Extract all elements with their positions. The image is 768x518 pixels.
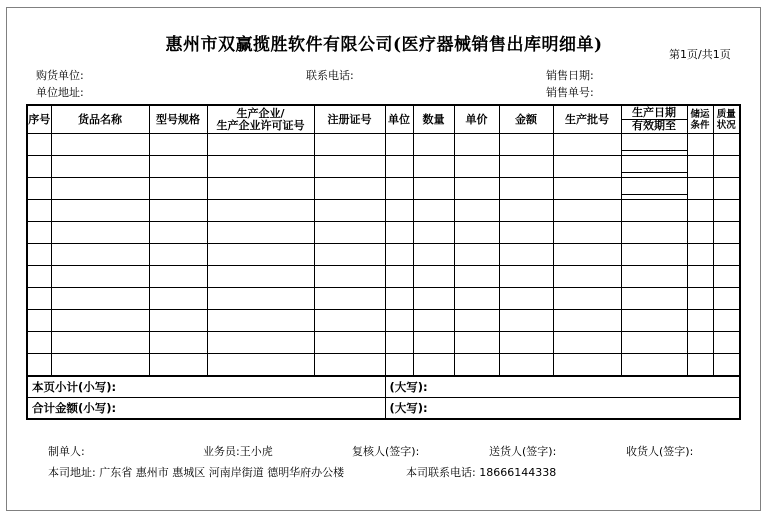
table-row: [27, 310, 740, 332]
col-header-amount: 金额: [499, 105, 553, 134]
table-cell: [499, 156, 553, 178]
col-header-expiry-date: 有效期至: [622, 119, 687, 132]
table-cell: [621, 134, 687, 156]
table-cell: [687, 310, 713, 332]
table-cell: [687, 156, 713, 178]
col-header-storage-line1: 储运: [690, 108, 710, 120]
table-cell: [454, 354, 499, 377]
table-cell: [314, 288, 385, 310]
date-sub-cell: [622, 182, 687, 195]
table-cell: [51, 332, 149, 354]
total-row: [27, 398, 740, 420]
table-cell: [499, 178, 553, 200]
table-cell: [51, 266, 149, 288]
table-cell: [314, 134, 385, 156]
table-cell: [454, 200, 499, 222]
table-cell: [149, 288, 207, 310]
table-cell: [553, 332, 621, 354]
date-sub-cell: [622, 160, 687, 173]
table-cell: [385, 332, 413, 354]
col-header-registration: 注册证号: [314, 105, 385, 134]
table-cell: [51, 178, 149, 200]
table-cell: [687, 134, 713, 156]
table-cell: [713, 200, 740, 222]
col-header-quality-line2: 状况: [716, 119, 736, 131]
maker-label: 制单人:: [48, 445, 85, 458]
page-subtotal-row: [27, 376, 740, 398]
table-cell: [149, 222, 207, 244]
table-cell: [553, 354, 621, 377]
sale-date-label: 销售日期:: [546, 69, 594, 82]
table-cell: [621, 178, 687, 200]
table-row: [27, 332, 740, 354]
table-cell: [553, 178, 621, 200]
table-row: [27, 200, 740, 222]
table-cell: [149, 310, 207, 332]
table-cell: [413, 266, 454, 288]
table-cell: [621, 156, 687, 178]
table-cell: [27, 222, 51, 244]
col-header-manufacturer-line1: 生产企业/: [236, 106, 285, 120]
table-cell: [385, 266, 413, 288]
deliverer-label: 送货人(签字):: [489, 445, 557, 458]
table-cell: [621, 266, 687, 288]
table-cell: [687, 200, 713, 222]
col-header-quantity: 数量: [413, 105, 454, 134]
table-cell: [499, 222, 553, 244]
table-cell: [621, 244, 687, 266]
table-cell: [385, 200, 413, 222]
table-cell: [454, 178, 499, 200]
table-cell: [314, 332, 385, 354]
table-cell: [499, 332, 553, 354]
table-cell: [454, 332, 499, 354]
table-cell: [27, 266, 51, 288]
table-row: [27, 266, 740, 288]
table-cell: [207, 134, 314, 156]
table-cell: [207, 332, 314, 354]
table-cell: [207, 288, 314, 310]
table-cell: [454, 134, 499, 156]
table-cell: [314, 244, 385, 266]
col-header-production-date: 生产日期: [632, 106, 676, 119]
table-cell: [413, 178, 454, 200]
table-cell: [207, 244, 314, 266]
table-cell: [713, 288, 740, 310]
table-cell: [413, 156, 454, 178]
table-cell: [207, 200, 314, 222]
address-label: 单位地址:: [36, 86, 84, 99]
table-header-row: [27, 105, 740, 134]
table-cell: [713, 178, 740, 200]
table-cell: [385, 310, 413, 332]
table-cell: [149, 134, 207, 156]
table-cell: [413, 222, 454, 244]
table-cell: [687, 354, 713, 377]
table-cell: [413, 244, 454, 266]
table-row: [27, 244, 740, 266]
table-cell: [553, 200, 621, 222]
table-cell: [27, 200, 51, 222]
table-cell: [454, 156, 499, 178]
table-cell: [553, 156, 621, 178]
table-cell: [51, 354, 149, 377]
table-cell: [207, 178, 314, 200]
table-cell: [553, 288, 621, 310]
table-cell: [687, 288, 713, 310]
col-header-unit-price: 单价: [454, 105, 499, 134]
table-cell: [713, 134, 740, 156]
col-header-manufacturer: [207, 105, 314, 134]
table-cell: [553, 222, 621, 244]
table-cell: [713, 310, 740, 332]
col-header-unit: 单位: [385, 105, 413, 134]
table-cell: [207, 266, 314, 288]
table-cell: [553, 266, 621, 288]
total-upper-label: (大写):: [385, 398, 740, 420]
company-address: 本司地址: 广东省 惠州市 惠城区 河南岸街道 德明华府办公楼: [48, 466, 345, 479]
table-cell: [314, 200, 385, 222]
col-header-no: 序号: [27, 105, 51, 134]
table-cell: [621, 332, 687, 354]
table-cell: [553, 310, 621, 332]
table-cell: [314, 156, 385, 178]
table-cell: [713, 266, 740, 288]
table-cell: [413, 310, 454, 332]
table-cell: [27, 156, 51, 178]
table-cell: [385, 156, 413, 178]
reviewer-label: 复核人(签字):: [352, 445, 420, 458]
table-cell: [27, 354, 51, 377]
table-cell: [621, 222, 687, 244]
table-cell: [687, 222, 713, 244]
table-cell: [149, 354, 207, 377]
table-cell: [713, 156, 740, 178]
table-cell: [687, 178, 713, 200]
table-row: [27, 354, 740, 377]
table-cell: [149, 200, 207, 222]
table-cell: [314, 266, 385, 288]
table-row: [27, 134, 740, 156]
table-cell: [385, 288, 413, 310]
col-header-storage: [687, 105, 713, 134]
form-title: 惠州市双赢揽胜软件有限公司(医疗器械销售出库明细单): [165, 35, 603, 55]
col-header-quality-line1: 质量: [716, 108, 736, 120]
table-cell: [207, 310, 314, 332]
table-cell: [27, 332, 51, 354]
table-cell: [207, 222, 314, 244]
date-sub-cell: [622, 138, 687, 151]
page-info: 第1页/共1页: [669, 48, 731, 61]
table-cell: [149, 244, 207, 266]
salesman-label: 业务员:王小虎: [203, 445, 273, 458]
table-cell: [314, 178, 385, 200]
table-cell: [51, 310, 149, 332]
table-cell: [27, 178, 51, 200]
table-cell: [621, 200, 687, 222]
receiver-label: 收货人(签字):: [626, 445, 694, 458]
table-cell: [27, 244, 51, 266]
table-cell: [687, 266, 713, 288]
table-cell: [499, 354, 553, 377]
table-row: [27, 156, 740, 178]
table-cell: [621, 354, 687, 377]
table-cell: [713, 354, 740, 377]
table-cell: [687, 244, 713, 266]
table-cell: [314, 354, 385, 377]
table-cell: [385, 222, 413, 244]
table-cell: [621, 288, 687, 310]
table-cell: [553, 134, 621, 156]
detail-table: [26, 104, 741, 420]
company-phone: 本司联系电话: 18666144338: [406, 466, 557, 479]
table-cell: [687, 332, 713, 354]
table-cell: [713, 222, 740, 244]
table-cell: [499, 134, 553, 156]
table-cell: [149, 156, 207, 178]
table-cell: [621, 310, 687, 332]
table-cell: [27, 310, 51, 332]
table-cell: [51, 200, 149, 222]
table-cell: [454, 310, 499, 332]
table-cell: [207, 354, 314, 377]
table-cell: [314, 222, 385, 244]
table-row: [27, 222, 740, 244]
table-cell: [454, 288, 499, 310]
phone-label: 联系电话:: [306, 69, 354, 82]
table-cell: [51, 222, 149, 244]
col-header-storage-line2: 条件: [690, 119, 710, 131]
table-cell: [454, 266, 499, 288]
total-label: 合计金额(小写):: [27, 398, 385, 420]
table-row: [27, 178, 740, 200]
table-row: [27, 288, 740, 310]
col-header-quality: [713, 105, 740, 134]
table-cell: [51, 156, 149, 178]
col-header-dates: [621, 105, 687, 134]
table-cell: [499, 288, 553, 310]
table-cell: [413, 288, 454, 310]
table-cell: [499, 310, 553, 332]
table-cell: [51, 134, 149, 156]
table-cell: [454, 222, 499, 244]
col-header-batch: 生产批号: [553, 105, 621, 134]
table-cell: [385, 134, 413, 156]
table-cell: [499, 200, 553, 222]
col-header-manufacturer-line2: 生产企业许可证号: [216, 118, 305, 132]
table-cell: [314, 310, 385, 332]
table-cell: [51, 244, 149, 266]
table-cell: [385, 354, 413, 377]
col-header-goods-name: 货品名称: [51, 105, 149, 134]
sale-no-label: 销售单号:: [546, 86, 594, 99]
table-cell: [51, 288, 149, 310]
table-cell: [27, 134, 51, 156]
page-subtotal-upper-label: (大写):: [385, 376, 740, 398]
table-cell: [499, 244, 553, 266]
table-cell: [385, 244, 413, 266]
table-cell: [207, 156, 314, 178]
table-cell: [499, 266, 553, 288]
table-cell: [27, 288, 51, 310]
table-cell: [413, 200, 454, 222]
col-header-model: 型号规格: [149, 105, 207, 134]
table-cell: [149, 332, 207, 354]
table-cell: [149, 266, 207, 288]
table-cell: [413, 332, 454, 354]
table-cell: [413, 354, 454, 377]
table-cell: [413, 134, 454, 156]
table-cell: [454, 244, 499, 266]
table-body: [27, 134, 740, 377]
buyer-label: 购货单位:: [36, 69, 84, 82]
table-cell: [553, 244, 621, 266]
table-cell: [149, 178, 207, 200]
table-cell: [713, 244, 740, 266]
page-subtotal-label: 本页小计(小写):: [27, 376, 385, 398]
table-cell: [713, 332, 740, 354]
table-cell: [385, 178, 413, 200]
